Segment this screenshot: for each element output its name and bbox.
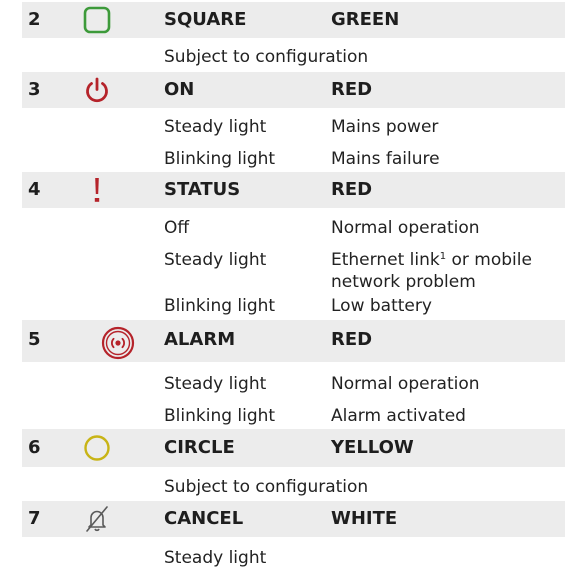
note-text: Subject to configuration <box>164 47 369 67</box>
meaning-text <box>331 249 532 271</box>
note-text: Subject to configuration <box>164 477 369 497</box>
row-color: RED <box>331 79 373 100</box>
row-color: GREEN <box>331 9 400 30</box>
row-label: ALARM <box>164 329 236 350</box>
state-text: Blinking light <box>164 406 276 426</box>
exclamation-icon <box>82 175 112 205</box>
row-number: 4 <box>28 179 41 200</box>
power-icon <box>82 75 112 105</box>
footnote-marker: 1 <box>439 251 447 262</box>
row-number: 6 <box>28 437 41 458</box>
meaning-text: Alarm activated <box>331 406 466 426</box>
green-square-icon <box>82 5 112 35</box>
meaning-text-part: Ethernet link <box>331 250 440 270</box>
row-color: YELLOW <box>331 437 414 458</box>
alarm-icon <box>101 326 135 360</box>
cancel-bell-icon <box>82 504 112 534</box>
meaning-text-part: or mobile <box>446 250 532 270</box>
meaning-text: Low battery <box>331 296 432 316</box>
yellow-circle-icon <box>82 433 112 463</box>
row-label: CANCEL <box>164 508 244 529</box>
row-label: CIRCLE <box>164 437 235 458</box>
state-text: Blinking light <box>164 296 276 316</box>
row-color: WHITE <box>331 508 398 529</box>
row-color: RED <box>331 179 373 200</box>
row-number: 7 <box>28 508 41 529</box>
row-number: 2 <box>28 9 41 30</box>
meaning-text-continued: network problem <box>331 272 476 292</box>
state-text: Steady light <box>164 117 267 137</box>
meaning-text: Normal operation <box>331 374 480 394</box>
state-text: Blinking light <box>164 149 276 169</box>
row-label: STATUS <box>164 179 241 200</box>
row-number: 5 <box>28 329 41 350</box>
meaning-text: Normal operation <box>331 218 480 238</box>
row-label: SQUARE <box>164 9 247 30</box>
row-number: 3 <box>28 79 41 100</box>
row-label: ON <box>164 79 195 100</box>
state-text: Off <box>164 218 190 238</box>
meaning-text: Mains failure <box>331 149 440 169</box>
row-color: RED <box>331 329 373 350</box>
meaning-text: Mains power <box>331 117 439 137</box>
state-text: Steady light <box>164 374 267 394</box>
state-text: Steady light <box>164 250 267 270</box>
state-text: Steady light <box>164 548 267 568</box>
